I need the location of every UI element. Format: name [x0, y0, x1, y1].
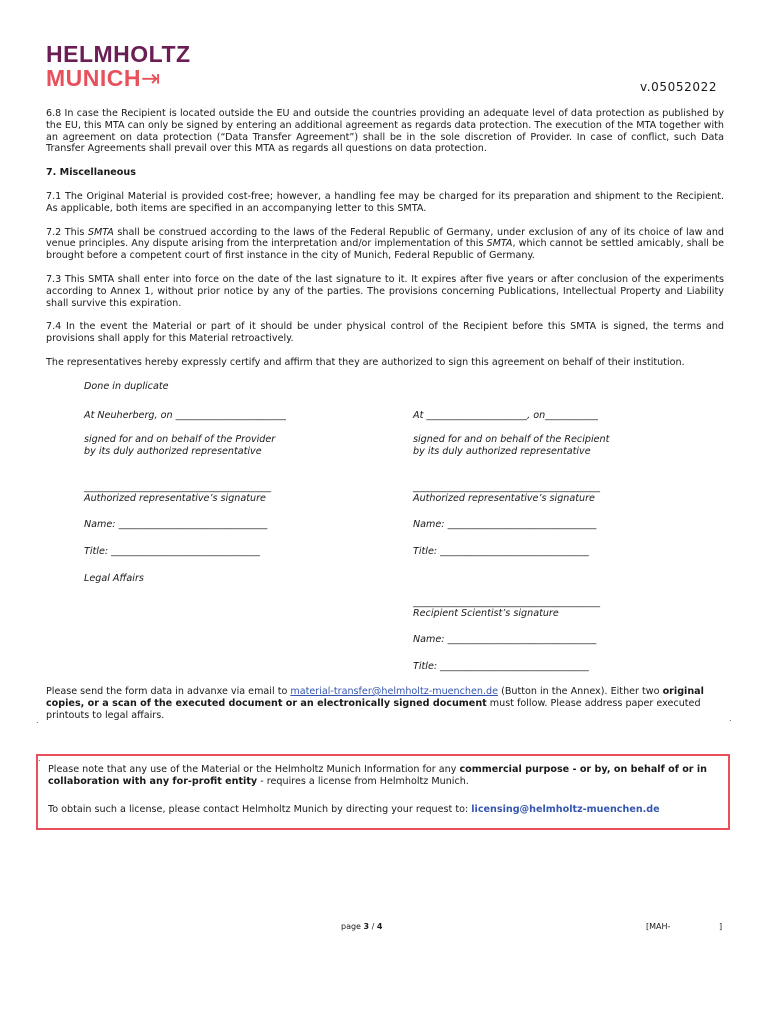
mah-reference-close: ] — [719, 922, 723, 931]
scientist-name-field[interactable]: Name: _______________________________ — [413, 634, 597, 645]
provider-name-field[interactable]: Name: _______________________________ — [84, 519, 268, 530]
provider-signature-line[interactable]: _______________________________________ — [84, 482, 272, 493]
section-7-1: 7.1 The Original Material is provided cost-free; however, a handling fee may be charged for its preparation and shipment to the Recipient. As applicable, both items are specified in an accompanying letter to this SMTA. — [46, 190, 724, 214]
arrow-icon: ⇥ — [141, 65, 161, 91]
dot-mark: . — [729, 714, 732, 723]
licensing-email-link[interactable]: licensing@helmholtz-muenchen.de — [471, 804, 660, 815]
section-6-8: 6.8 In case the Recipient is located outside the EU and outside the countries providing an adequate level of data protection as published by the EU, this MTA can only be signed by entering an additional agreement as regards data protection. The execution of the MTA together with an agreement on data protection (“Data Transfer Agreement”) shall be in the sole discretion of Provider. In case of conflict, such Data Transfer Agreements shall prevail over this MTA as regards all questions on data protection. — [46, 108, 724, 155]
legal-affairs-label: Legal Affairs — [84, 573, 144, 584]
heading-miscellaneous: 7. Miscellaneous — [46, 167, 136, 179]
dot-mark: . — [36, 716, 39, 725]
provider-signed-for: signed for and on behalf of the Provider by its duly authorized representative — [84, 434, 276, 457]
scientist-signature-label: Recipient Scientist’s signature — [413, 608, 559, 619]
recipient-name-field[interactable]: Name: _______________________________ — [413, 519, 597, 530]
certify-statement: The representatives hereby expressly certify and affirm that they are authorized to sign this agreement on behalf of their institution. — [46, 356, 685, 368]
section-7-2: 7.2 This SMTA shall be construed according to the laws of the Federal Republic of Germany, under exclusion of any of its choice of law and venue principles. Any dispute arising from the interpretation and/or implementation of this SMTA, which cannot be settled amicably, shall be brought before a competent court of first instance in the city of Munich, Federal Republic of Germany. — [46, 226, 725, 262]
version-label: v.05052022 — [640, 80, 718, 94]
logo-line-munich: MUNICH⇥ — [46, 65, 161, 91]
dot-mark: . — [38, 754, 41, 763]
helmholtz-munich-logo — [46, 42, 191, 90]
at-recipient-field[interactable]: At _____________________, on___________ — [413, 410, 598, 421]
recipient-signature-line[interactable]: _______________________________________ — [413, 482, 601, 493]
provider-signature-label: Authorized representative’s signature — [84, 493, 266, 504]
document-body — [46, 108, 724, 381]
recipient-signature-label: Authorized representative’s signature — [413, 493, 595, 504]
license-contact: To obtain such a license, please contact Helmholtz Munich by directing your request to: licensing@helmholtz-muenchen.de — [48, 804, 660, 815]
at-neuherberg-field[interactable]: At Neuherberg, on _______________________ — [84, 410, 286, 421]
scientist-signature-line[interactable]: _______________________________________ — [413, 597, 601, 608]
commercial-use-notice: Please note that any use of the Material or the Helmholtz Munich Information for any commercial purpose - or by, on behalf of or in collaboration with any for-profit entity - requires a license from Helmholtz Munich. — [48, 764, 707, 787]
logo-line-helmholtz: HELMHOLTZ — [46, 41, 191, 67]
recipient-title-field[interactable]: Title: _______________________________ — [413, 546, 589, 557]
section-7-4: 7.4 In the event the Material or part of it should be under physical control of the Recipient before this SMTA is signed, the terms and provisions shall apply for this Material retroactively. — [46, 321, 724, 345]
page-number: page 3 / 4 — [341, 922, 383, 931]
scientist-title-field[interactable]: Title: _______________________________ — [413, 661, 589, 672]
material-transfer-email-link[interactable]: material-transfer@helmholtz-muenchen.de — [290, 686, 499, 697]
recipient-signed-for: signed for and on behalf of the Recipient by its duly authorized representative — [413, 434, 610, 457]
section-7-3: 7.3 This SMTA shall enter into force on the date of the last signature to it. It expires after five years or after conclusion of the experiments according to Annex 1, without prior notice by any of the parties. The provisions concerning Publications, Intellectual Property and Liability shall survive this expiration. — [46, 273, 724, 309]
mah-reference: [MAH- — [646, 922, 671, 931]
done-in-duplicate: Done in duplicate — [84, 381, 169, 392]
send-instructions: Please send the form data in advanxe via email to material-transfer@helmholtz-muenchen.de (Button in the Annex). Either two original copies, or a scan of the executed document or an electronically signed document must follow. Please address paper executed printouts to legal affairs. — [46, 686, 704, 721]
provider-title-field[interactable]: Title: _______________________________ — [84, 546, 260, 557]
commercial-license-notice — [36, 754, 730, 830]
